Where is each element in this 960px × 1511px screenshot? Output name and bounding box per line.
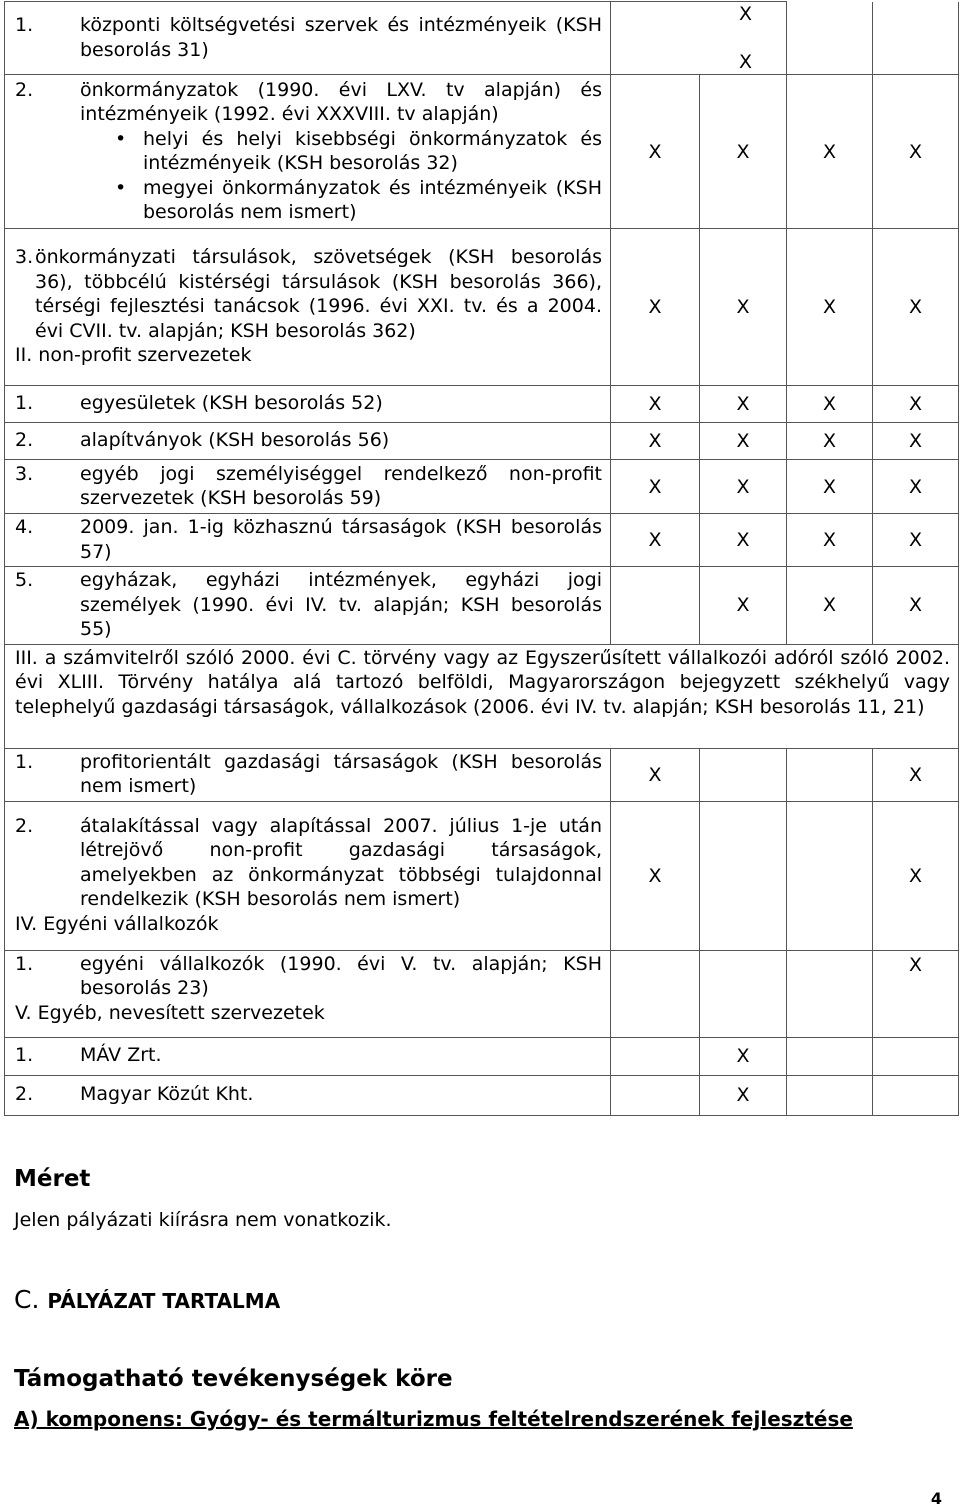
row-text: önkormányzatok (1990. évi LXV. tv alapján) és intézményeik (1992. évi XXXVIII. tv alapján): [80, 78, 602, 125]
mark-x: [787, 801, 873, 950]
mark-x: [700, 748, 787, 801]
section-heading: IV. Egyéni vállalkozók: [15, 912, 219, 935]
mark-x: [611, 950, 700, 1037]
mark-x: X: [700, 229, 787, 386]
mark-x: [787, 950, 873, 1037]
mark-x: [787, 1075, 873, 1115]
mark-x: X: [611, 386, 700, 423]
table-row: [5, 1075, 959, 1115]
table-row: [5, 567, 959, 645]
table-row: [5, 2, 959, 75]
mark-x: X: [787, 567, 873, 645]
mark-x: X: [787, 460, 873, 514]
row-text: egyesületek (KSH besorolás 52): [80, 392, 383, 415]
row-number: 5.: [15, 569, 34, 591]
row-text: egyéni vállalkozók (1990. évi V. tv. alapján; KSH besorolás 23): [80, 952, 602, 999]
mark-x: X: [700, 423, 787, 460]
table-row: [5, 644, 959, 748]
mark-x: [787, 748, 873, 801]
table-row: [5, 1037, 959, 1075]
mark-x: X: [700, 1075, 787, 1115]
tamogathato-heading: Támogatható tevékenységek köre: [14, 1366, 453, 1392]
mark-x: X: [787, 75, 873, 229]
table-row: [5, 386, 959, 423]
eligibility-table: [4, 1, 959, 1116]
mark-x: X: [787, 386, 873, 423]
mark-x: X: [787, 229, 873, 386]
mark-x: X: [611, 460, 700, 514]
table-row: [5, 460, 959, 514]
mark-x: X: [611, 514, 700, 567]
mark-x: X: [787, 423, 873, 460]
mark-x: X: [873, 423, 959, 460]
row-number: 1.: [15, 750, 34, 773]
mark-x: [611, 1037, 700, 1075]
table-row: [5, 748, 959, 801]
mark-x: X: [739, 51, 753, 73]
row-number: 1.: [15, 392, 34, 415]
mark-x: X: [700, 514, 787, 567]
row-text: 2009. jan. 1-ig közhasznú társaságok (KSH besorolás 57): [80, 516, 602, 563]
mark-x: [611, 1075, 700, 1115]
mark-x: X: [700, 460, 787, 514]
row-text: átalakítással vagy alapítással 2007. július 1-je után létrejövő non-profit gazdasági társaságok, amelyekben az önkormányzat többségi tulajdonnal rendelkezik (KSH besorolás nem ismert): [80, 814, 602, 911]
mark-x: X: [873, 229, 959, 386]
page-number: 4: [930, 1489, 942, 1508]
meret-text: Jelen pályázati kiírásra nem vonatkozik.: [14, 1209, 392, 1231]
row-text: alapítványok (KSH besorolás 56): [80, 429, 390, 452]
mark-x: X: [787, 514, 873, 567]
row-text: Magyar Közút Kht.: [80, 1083, 254, 1106]
mark-x: X: [873, 567, 959, 645]
mark-x: X: [873, 75, 959, 229]
mark-x: [873, 1037, 959, 1075]
mark-x: [700, 801, 787, 950]
list-item: • helyi és helyi kisebbségi önkormányzatok és intézményeik (KSH besorolás 32): [15, 127, 602, 176]
mark-x: X: [873, 801, 959, 950]
row-number: 3.: [15, 462, 34, 485]
mark-x: [700, 950, 787, 1037]
table-row: [5, 229, 959, 386]
table-row: [5, 75, 959, 229]
row-text: központi költségvetési szervek és intézményeik (KSH besorolás 31): [80, 14, 602, 61]
mark-x: X: [873, 950, 959, 1037]
mark-x: X: [873, 460, 959, 514]
mark-x: X: [700, 567, 787, 645]
mark-x: [611, 567, 700, 645]
section-c-title: [14, 1285, 280, 1314]
mark-x: [873, 1075, 959, 1115]
row-number: 3.: [15, 246, 34, 269]
section-c-letter: C.: [14, 1285, 40, 1314]
mark-x: X: [611, 748, 700, 801]
row-number: 1.: [15, 14, 34, 36]
row-number: 1.: [15, 1044, 34, 1067]
mark-x: X: [611, 801, 700, 950]
row-number: 1.: [15, 952, 34, 975]
row-text: önkormányzati társulások, szövetségek (KSH besorolás 36), többcélú kistérségi társulások (KSH besorolás 366), térségi fejlesztési tanácsok (1996. évi XXI. tv. és a 2004. évi CVII. tv. alapján; KSH besorolás 362): [35, 246, 602, 342]
row-number: 2.: [15, 1083, 34, 1106]
section-c-label: PÁLYÁZAT TARTALMA: [47, 1289, 281, 1313]
mark-x: X: [700, 75, 787, 229]
row-number: 2.: [15, 429, 34, 452]
mark-x: [787, 1037, 873, 1075]
mark-x: X: [739, 3, 753, 25]
mark-x: X: [700, 1037, 787, 1075]
row-number: 2.: [15, 814, 34, 837]
table-row: [5, 801, 959, 950]
row-text: egyéb jogi személyiséggel rendelkező non-profit szervezetek (KSH besorolás 59): [80, 462, 602, 509]
mark-x: X: [873, 386, 959, 423]
table-row: [5, 950, 959, 1037]
mark-x: X: [700, 386, 787, 423]
row-text: profitorientált gazdasági társaságok (KSH besorolás nem ismert): [80, 750, 602, 797]
section-heading: V. Egyéb, nevesített szervezetek: [15, 1001, 325, 1024]
mark-x: X: [611, 229, 700, 386]
row-text: egyházak, egyházi intézmények, egyházi jogi személyek (1990. évi IV. tv. alapján; KSH besorolás 55): [80, 569, 602, 640]
mark-x: X: [873, 514, 959, 567]
mark-x: X: [611, 75, 700, 229]
row-number: 2.: [15, 78, 34, 101]
meret-heading: Méret: [14, 1166, 91, 1192]
section-heading: II. non-profit szervezetek: [15, 344, 252, 367]
list-item: • megyei önkormányzatok és intézményeik (KSH besorolás nem ismert): [15, 176, 602, 225]
mark-x: X: [873, 748, 959, 801]
table-row: [5, 423, 959, 460]
mark-x: X: [611, 423, 700, 460]
table-row: [5, 514, 959, 567]
row-number: 4.: [15, 516, 34, 538]
row-text: MÁV Zrt.: [80, 1044, 162, 1067]
component-heading: A) komponens: Gyógy- és termálturizmus feltételrendszerének fejlesztése: [14, 1407, 853, 1431]
section-heading: III. a számvitelről szóló 2000. évi C. törvény vagy az Egyszerűsített vállalkozói adóról szóló 2002. évi XLIII. Törvény hatálya alá tartozó belföldi, Magyarországon bejegyzett székhelyű vagy telephelyű gazdasági társaságok, vállalkozások (2006. évi IV. tv. alapján; KSH besorolás 11, 21): [5, 644, 959, 748]
